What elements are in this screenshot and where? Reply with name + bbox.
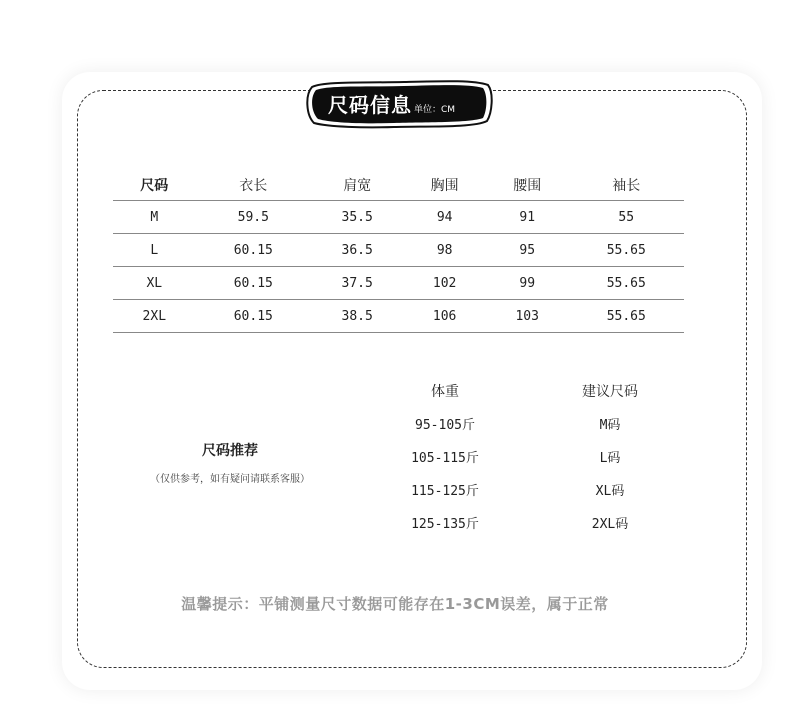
header-waist: 腰围 bbox=[486, 170, 569, 201]
table-cell: 55 bbox=[569, 201, 684, 234]
list-item bbox=[380, 506, 710, 539]
weight-range: 95-105斤 bbox=[415, 418, 475, 433]
table-cell: 95 bbox=[486, 234, 569, 267]
table-cell: 60.15 bbox=[196, 300, 311, 333]
table-cell: 106 bbox=[403, 300, 486, 333]
recommend-note: （仅供参考，如有疑问请联系客服） bbox=[150, 474, 310, 485]
recommend-title: 尺码推荐 bbox=[202, 443, 258, 459]
measurement-tip: 温馨提示：平铺测量尺寸数据可能存在1-3CM误差，属于正常 bbox=[181, 595, 609, 613]
table-cell: 94 bbox=[403, 201, 486, 234]
table-cell: 60.15 bbox=[196, 267, 311, 300]
table-cell: 60.15 bbox=[196, 234, 311, 267]
header-sleeve: 袖长 bbox=[569, 170, 684, 201]
table-cell: 2XL bbox=[113, 300, 196, 333]
title-badge bbox=[304, 79, 494, 129]
header-size: 尺码 bbox=[113, 170, 196, 201]
suggested-size: 2XL码 bbox=[591, 517, 629, 532]
table-cell: 98 bbox=[403, 234, 486, 267]
table-row bbox=[113, 201, 684, 234]
suggested-size: M码 bbox=[599, 418, 621, 433]
table-cell: 103 bbox=[486, 300, 569, 333]
list-item bbox=[380, 407, 710, 440]
table-cell: 38.5 bbox=[311, 300, 403, 333]
table-cell: 91 bbox=[486, 201, 569, 234]
header-shoulder: 肩宽 bbox=[311, 170, 403, 201]
table-cell: 55.65 bbox=[569, 300, 684, 333]
header-weight: 体重 bbox=[431, 383, 459, 400]
table-cell: 55.65 bbox=[569, 267, 684, 300]
table-cell: M bbox=[113, 201, 196, 234]
header-suggested-size: 建议尺码 bbox=[582, 383, 638, 400]
table-cell: 102 bbox=[403, 267, 486, 300]
table-row bbox=[113, 234, 684, 267]
weight-range: 115-125斤 bbox=[411, 484, 479, 499]
table-cell: 59.5 bbox=[196, 201, 311, 234]
suggested-size: XL码 bbox=[595, 484, 625, 499]
recommend-table bbox=[380, 374, 710, 539]
table-cell: 36.5 bbox=[311, 234, 403, 267]
table-cell: 35.5 bbox=[311, 201, 403, 234]
suggested-size: L码 bbox=[599, 451, 621, 466]
table-cell: 37.5 bbox=[311, 267, 403, 300]
list-item bbox=[380, 473, 710, 506]
page-title: 尺码信息 bbox=[328, 93, 412, 117]
header-chest: 胸围 bbox=[403, 170, 486, 201]
size-table-header bbox=[113, 170, 684, 201]
table-cell: 55.65 bbox=[569, 234, 684, 267]
weight-range: 105-115斤 bbox=[411, 451, 479, 466]
header-length: 衣长 bbox=[196, 170, 311, 201]
table-cell: XL bbox=[113, 267, 196, 300]
list-item bbox=[380, 440, 710, 473]
recommend-header bbox=[380, 374, 710, 407]
table-row bbox=[113, 267, 684, 300]
table-cell: L bbox=[113, 234, 196, 267]
weight-range: 125-135斤 bbox=[411, 517, 479, 532]
unit-label: 单位：CM bbox=[414, 105, 456, 115]
size-table bbox=[113, 170, 684, 333]
table-row bbox=[113, 300, 684, 333]
table-cell: 99 bbox=[486, 267, 569, 300]
